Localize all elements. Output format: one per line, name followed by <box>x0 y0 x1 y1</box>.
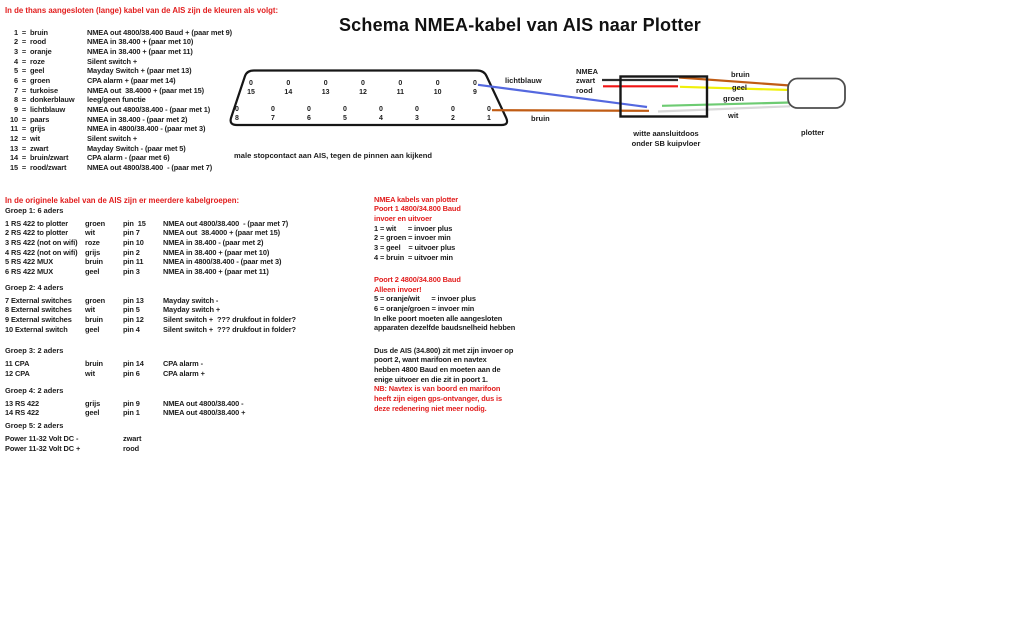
group-row-color: geel <box>85 267 100 277</box>
cable-row-color: rood <box>30 37 47 47</box>
cable-row-number: 11 <box>10 124 18 134</box>
pin-number: 13 <box>321 88 330 96</box>
group-row-desc: Mayday switch - <box>163 295 219 305</box>
cable-row-number: 8 <box>13 95 18 105</box>
pin-hole-icon: 0 <box>473 79 477 87</box>
group-row-color: bruin <box>85 359 103 369</box>
cable-row-number: 9 <box>13 105 18 114</box>
cable-row-desc: NMEA in 4800/38.400 - (paar met 3) <box>87 124 206 134</box>
pin-number: 2 <box>451 114 455 122</box>
connector-pin <box>337 105 353 124</box>
label-rood: rood <box>576 85 593 95</box>
pin-hole-icon: 0 <box>286 79 291 87</box>
group-row-pin: pin 9 <box>123 398 140 408</box>
cable-row-number: 12 <box>9 134 18 144</box>
pin-hole-icon: 0 <box>451 105 455 113</box>
cable-row-color: oranje <box>30 46 52 56</box>
label-geel: geel <box>732 83 748 92</box>
equals-sign: = <box>21 46 27 56</box>
cable-row-color: groen <box>30 75 51 85</box>
connector-pin <box>481 105 497 124</box>
notes-line: 2 = groen = invoer min <box>374 233 451 243</box>
cable-row-desc: leeg/geen functie <box>87 95 146 105</box>
cable-row-color: turkoise <box>30 85 58 95</box>
cable-row-color: wit <box>30 134 40 144</box>
group-row-label: 10 External switch <box>5 324 68 334</box>
group-row-label: Power 11-32 Volt DC - <box>5 434 79 444</box>
group-row-desc: CPA alarm - <box>163 359 203 369</box>
cable-row-desc: Silent switch + <box>87 56 138 66</box>
group-row-color: grijs <box>85 398 101 408</box>
group-row-label: 5 RS 422 MUX <box>5 257 54 267</box>
cable-row-color: geel <box>30 66 45 76</box>
group-row-desc: NMEA out 4800/38.400 - (paar met 7) <box>163 218 289 228</box>
cable-row-color: lichtblauw <box>30 105 66 114</box>
cable-row-desc: CPA alarm + (paar met 14) <box>87 75 176 85</box>
wire-bruin-ais <box>492 110 649 111</box>
group-row-desc: NMEA in 38.400 + (paar met 11) <box>163 267 269 277</box>
group-row-label: 9 External switches <box>5 315 72 325</box>
cable-row-desc: Mayday Switch + (paar met 13) <box>87 66 192 76</box>
group-row-color: bruin <box>85 257 103 267</box>
equals-sign: = <box>21 95 27 105</box>
cable-row-number: 1 <box>13 27 18 37</box>
group-row-label: 2 RS 422 to plotter <box>5 228 68 238</box>
pin-hole-icon: 0 <box>249 79 253 87</box>
junction-box-caption <box>616 129 716 148</box>
cable-row-desc: CPA alarm - (paar met 6) <box>87 153 170 163</box>
equals-sign: = <box>21 114 27 124</box>
label-wit: wit <box>728 110 739 120</box>
pin-number: 12 <box>359 88 367 96</box>
cable-row-number: 10 <box>9 114 18 124</box>
cable-row-number: 2 <box>13 37 18 47</box>
cable-row-desc: NMEA out 4800/38.400 Baud + (paar met 9) <box>87 27 233 37</box>
group-row-pin: pin 11 <box>123 257 144 267</box>
group-row-desc: Mayday switch + <box>163 305 221 315</box>
pin-hole-icon: 0 <box>307 105 311 113</box>
cable-row-color: bruin/zwart <box>30 153 69 163</box>
group-row-label: 4 RS 422 (not on wifi) <box>5 247 78 257</box>
notes-line: hebben 4800 Baud en moeten aan de <box>374 364 501 374</box>
group-row-label: 8 External switches <box>5 305 72 315</box>
pin-number: 7 <box>271 114 275 122</box>
notes-line: poort 2, want marifoon en navtex <box>374 355 487 365</box>
group-row-label: 6 RS 422 MUX <box>5 267 54 277</box>
group-row-color: wit <box>85 368 95 378</box>
cable-colors-heading: In de thans aangesloten (lange) kabel van de AIS zijn de kleuren als volgt: <box>5 6 279 15</box>
group-row-label: 12 CPA <box>5 368 30 378</box>
connector-pins-top <box>243 79 483 98</box>
group-row-desc: NMEA in 38.400 + (paar met 10) <box>163 247 270 257</box>
cable-row-number: 7 <box>13 85 18 95</box>
cable-row-color: zwart <box>30 143 49 153</box>
equals-sign: = <box>21 134 27 144</box>
cable-row-desc: Silent switch + <box>87 134 138 144</box>
notes-line: 1 = wit = invoer plus <box>374 223 453 233</box>
group-row-color: groen <box>85 218 106 228</box>
pin-hole-icon: 0 <box>323 79 328 87</box>
wire-wit <box>658 106 790 111</box>
notes-line: 6 = oranje/groen = invoer min <box>374 304 475 314</box>
label-bruin-plotter: bruin <box>731 70 750 79</box>
notes-line: enige uitvoer en die zit in poort 1. <box>374 374 488 384</box>
equals-sign: = <box>21 105 27 114</box>
label-nmea: NMEA <box>576 66 599 76</box>
notes-line: NMEA kabels van plotter <box>374 194 459 204</box>
group-row-pin: pin 7 <box>123 228 140 238</box>
notes-line: heeft zijn eigen gps-ontvanger, dus is <box>374 393 503 403</box>
connector-pin <box>243 79 259 98</box>
group-row-label: 7 External switches <box>5 295 72 305</box>
group-row-color: bruin <box>85 315 103 325</box>
connector-pin <box>467 79 483 98</box>
connector-pin <box>392 79 408 98</box>
connector-pin <box>430 79 446 98</box>
group-row-pin: pin 5 <box>123 305 140 315</box>
notes-line: Poort 2 4800/34.800 Baud <box>374 275 461 284</box>
cable-row-color: paars <box>30 114 50 124</box>
group-row-pin: pin 12 <box>123 315 144 325</box>
equals-sign: = <box>21 66 27 76</box>
pin-number: 15 <box>247 88 255 96</box>
cable-row-number: 5 <box>13 66 18 76</box>
pin-hole-icon: 0 <box>487 105 491 113</box>
connector-caption: male stopcontact aan AIS, tegen de pinnen aan kijkend <box>234 150 433 160</box>
cable-row-desc: NMEA in 38.400 - (paar met 2) <box>87 114 188 124</box>
group-row-pin: pin 10 <box>123 238 144 248</box>
pin-number: 5 <box>343 114 347 122</box>
connector-pin <box>355 79 371 98</box>
equals-sign: = <box>21 124 27 134</box>
label-zwart: zwart <box>576 76 596 85</box>
group-row-label: 11 CPA <box>5 359 30 369</box>
label-lichtblauw: lichtblauw <box>505 75 542 85</box>
group-title: Groep 3: 2 aders <box>5 346 64 355</box>
pin-hole-icon: 0 <box>415 105 419 113</box>
pin-hole-icon: 0 <box>271 105 275 113</box>
group-title: Groep 1: 6 aders <box>5 205 64 215</box>
equals-sign: = <box>21 85 27 95</box>
group-row-pin: pin 13 <box>123 295 144 305</box>
group-title: Groep 5: 2 aders <box>5 421 64 430</box>
connector-pin <box>265 105 281 124</box>
connector-pin <box>280 79 296 98</box>
cable-groups-heading: In de originele kabel van de AIS zijn er meerdere kabelgroepen: <box>5 196 240 205</box>
cable-row-color: grijs <box>30 124 46 134</box>
group-row-desc: NMEA out 4800/38.400 - <box>163 398 244 408</box>
cable-row-desc: Mayday Switch - (paar met 5) <box>87 143 186 153</box>
label-plotter: plotter <box>801 128 825 137</box>
equals-sign: = <box>21 163 27 173</box>
label-groen: groen <box>723 94 744 103</box>
group-row-color: groen <box>85 295 106 305</box>
pin-hole-icon: 0 <box>379 105 383 113</box>
junction-box-caption-line2: onder SB kuipvloer <box>631 138 701 148</box>
connector-pin <box>229 105 245 124</box>
pin-hole-icon: 0 <box>235 105 239 113</box>
notes-line: deze redenering niet meer nodig. <box>374 403 487 413</box>
group-row-pin: zwart <box>123 434 142 444</box>
group-row-color: roze <box>85 238 100 248</box>
pin-number: 14 <box>284 88 293 96</box>
cable-row-number: 14 <box>9 153 18 163</box>
group-row-color: grijs <box>85 247 101 257</box>
notes-line: Dus de AIS (34.800) zit met zijn invoer op <box>374 345 514 355</box>
cable-row-desc: NMEA out 38.4000 + (paar met 15) <box>87 85 204 95</box>
group-row-label: 14 RS 422 <box>5 408 40 418</box>
group-row-desc: Silent switch + ??? drukfout in folder? <box>163 315 296 325</box>
pin-number: 9 <box>473 88 477 96</box>
group-row-desc: NMEA out 4800/38.400 + <box>163 408 246 418</box>
connector-pin <box>373 105 389 124</box>
cable-row-number: 15 <box>9 163 18 173</box>
pin-hole-icon: 0 <box>435 79 440 87</box>
notes-line: Alleen invoer! <box>374 284 422 294</box>
group-row-label: Power 11-32 Volt DC + <box>5 443 81 453</box>
notes-line: 4 = bruin = uitvoer min <box>374 252 453 262</box>
equals-sign: = <box>21 143 27 153</box>
notes-line: NB: Navtex is van boord en marifoon <box>374 384 501 394</box>
cable-row-color: rood/zwart <box>30 163 67 173</box>
pin-hole-icon: 0 <box>361 79 365 87</box>
pin-hole-icon: 0 <box>343 105 347 113</box>
pin-hole-icon: 0 <box>398 79 403 87</box>
pin-number: 11 <box>396 88 405 96</box>
group-row-pin: pin 6 <box>123 368 140 378</box>
pin-number: 6 <box>307 114 311 122</box>
notes-line: 5 = oranje/wit = invoer plus <box>374 294 476 304</box>
group-row-pin: pin 4 <box>123 324 140 334</box>
group-row-pin: pin 1 <box>123 408 140 418</box>
group-row-desc: NMEA out 38.4000 + (paar met 15) <box>163 228 280 238</box>
notes-line: apparaten dezelfde baudsnelheid hebben <box>374 323 516 333</box>
group-row-pin: pin 14 <box>123 359 144 369</box>
equals-sign: = <box>21 37 27 47</box>
group-row-label: 13 RS 422 <box>5 398 40 408</box>
pin-number: 4 <box>379 114 383 122</box>
cable-row-number: 4 <box>13 56 18 66</box>
page-title: Schema NMEA-kabel van AIS naar Plotter <box>338 15 702 35</box>
group-row-label: 1 RS 422 to plotter <box>5 218 68 228</box>
notes-line: invoer en uitvoer <box>374 213 432 223</box>
notes-line: Poort 1 4800/34.800 Baud <box>374 204 461 214</box>
group-row-pin: pin 15 <box>123 218 146 228</box>
group-row-desc: Silent switch + ??? drukfout in folder? <box>163 324 296 334</box>
equals-sign: = <box>21 27 27 37</box>
connector-pin <box>409 105 425 124</box>
equals-sign: = <box>21 56 27 66</box>
group-row-color: geel <box>85 324 100 334</box>
pin-number: 3 <box>415 114 419 122</box>
cable-row-color: roze <box>30 56 45 66</box>
plotter-box <box>788 79 845 109</box>
cable-row-number: 6 <box>13 75 18 85</box>
cable-row-desc: NMEA in 38.400 + (paar met 11) <box>87 46 193 56</box>
junction-box-caption-line1: witte aansluitdoos <box>633 129 699 138</box>
notes-line: 3 = geel = uitvoer plus <box>374 242 456 252</box>
connector-pins-bottom <box>229 105 497 124</box>
group-row-label: 3 RS 422 (not on wifi) <box>5 238 78 248</box>
group-row-color: geel <box>85 408 100 418</box>
group-row-desc: NMEA in 4800/38.400 - (paar met 3) <box>163 257 282 267</box>
pin-number: 1 <box>487 114 491 122</box>
cable-row-number: 13 <box>9 143 18 153</box>
group-row-pin: pin 2 <box>123 247 140 257</box>
group-row-pin: pin 3 <box>123 267 140 277</box>
equals-sign: = <box>21 75 27 85</box>
group-title: Groep 2: 4 aders <box>5 282 64 292</box>
cable-row-desc: NMEA out 4800/38.400 - (paar met 7) <box>87 163 213 173</box>
cable-row-number: 3 <box>13 46 18 56</box>
group-row-pin: rood <box>123 443 140 453</box>
cable-row-desc: NMEA out 4800/38.400 - (paar met 1) <box>87 105 211 114</box>
connector-pin <box>301 105 317 124</box>
connector-pin <box>318 79 334 98</box>
notes-line: In elke poort moeten alle aangesloten <box>374 313 503 323</box>
group-title: Groep 4: 2 aders <box>5 385 64 395</box>
pin-number: 10 <box>433 88 442 96</box>
label-bruin-ais: bruin <box>531 114 550 123</box>
cable-row-color: bruin <box>30 27 48 37</box>
group-row-color: wit <box>85 305 95 315</box>
group-row-desc: CPA alarm + <box>163 368 205 378</box>
group-row-color: wit <box>85 228 95 238</box>
group-row-desc: NMEA in 38.400 - (paar met 2) <box>163 238 264 248</box>
cable-row-desc: NMEA in 38.400 + (paar met 10) <box>87 37 194 47</box>
connector-pin <box>445 105 461 124</box>
equals-sign: = <box>21 153 27 163</box>
pin-number: 8 <box>235 114 239 122</box>
cable-row-color: donkerblauw <box>30 95 75 105</box>
